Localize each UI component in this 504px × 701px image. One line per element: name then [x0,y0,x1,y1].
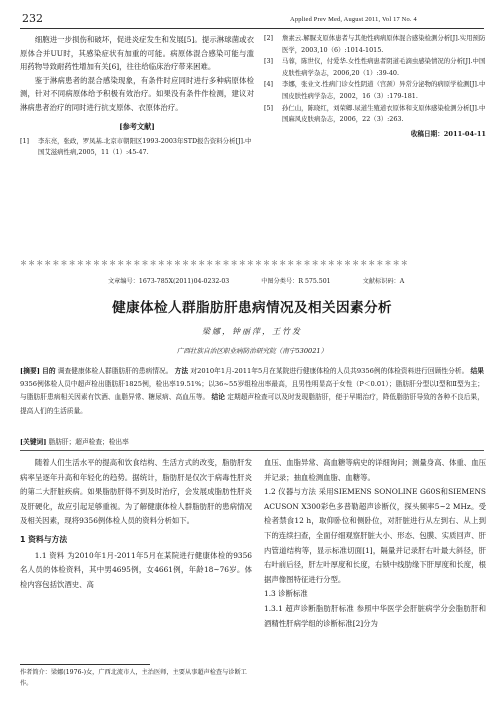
section-heading: 1 资料与方法 [20,534,68,544]
reference-number: [2] [264,34,274,42]
previous-article-left-column [20,33,254,158]
abstract-divider [20,450,484,451]
keywords [20,436,129,446]
reference-number: [5] [264,103,274,112]
body-right-column [264,456,486,631]
reference-text: 李东亮，张政，罗凤基.北京市朝阳区1993-2003年STD报告资料分析[J].中国艾滋病性病,2005，11（1）:45-47. [38,137,252,157]
abstract [20,365,484,418]
received-date: 收稿日期：2011-04-11 [410,129,486,138]
reference-item [20,136,254,158]
article-authors: 梁娜，钟丽萍，王竹发 [202,327,302,336]
subsection-1-3-heading: 1.3 诊断标准 [264,589,308,599]
reference-item [264,56,486,79]
abstract-section-label: 目的 [42,367,56,375]
footnote-rule [20,664,150,665]
document-code: 文献标识码：A [362,278,405,285]
author-affiliation: 广西壮族自治区职业病防治研究院（南宁530021） [176,347,328,355]
reference-text: 马蓉，陈世仪，付爱华.女性性病患者阴道毛滴虫感染情况的分析[J].中国皮肤性病学杂志，2006,20（1）:39-40. [282,57,486,77]
abstract-section-label: 结论 [211,393,225,402]
reference-number: [3] [264,57,274,66]
article-id: 文章编号：1673-785X(2011)04-0232-03 [108,278,230,285]
abstract-section-text: 9356例体检人员中超声检出脂肪肝1825例，检出率19.51%；以36~55岁组检出率最高，且男性明显高于女性（P＜0.01）；脂肪肝分型以I型和Ⅱ型为主；与脂肪肝患病相关因素有饮酒、血脂异常、糖尿病、高血压等。 [20,380,484,402]
intro-paragraph: 随着人们生活水平的提高和饮食结构、生活方式的改变，脂肪肝发病率呈逐年升高和年轻化的趋势。据统计，脂肪肝是仅次于病毒性肝炎的第二大肝脏疾病。如果脂肪肝得不到及时治疗，会发展成脂肪性肝炎及肝硬化，故应引起足够重视。为了解健康体检人群脂肪肝的患病情况及相关因素，现将9356例体检人员的资料分析如下。 [20,458,252,526]
body-left-column [20,456,252,592]
subsection-1-2: 1.2 仪器与方法 采用SIEMENS SONOLINE G60S和SIEMENS ACUSON X300彩色多普勒超声诊断仪，探头频率5~2 MHz。受检者禁食12 h，取仰卧位和侧卧位，对肝脏进行从左到右、从上到下的连续扫查，全面仔细观察肝脏大小、形态、包膜、实质回声、肝内管道结构等，显示标准切面[1]，隔量并记录肝右叶最大斜径，肝右叶前后径，肝左叶厚度和长度，右锁中线肋缘下肝厚度和长度，根据声像图特征进行分型。 [264,487,486,584]
reference-item [264,103,486,126]
reference-item [264,79,486,102]
continued-paragraph: 血压、血脂异常、高血糖等病史的详细询问；测量身高、体重、血压并记录；抽血检测血脂、血糖等。 [264,458,486,482]
subsection-1-1: 1.1 资料 为2010年1月-2011年5月在某院进行健康体检的9356名人员的体检资料，其中男4695例，女4661例，年龄18~76岁。体检内容包括饮酒史、高 [20,550,252,589]
page-number: 232 [22,12,43,25]
clc-number: 中图分类号：R 575.501 [261,278,331,285]
abstract-section-label: 方法 [174,367,189,375]
previous-article-right-column [264,33,486,140]
article-title: 健康体检人群脂肪肝患病情况及相关因素分析 [112,300,392,316]
article-separator: ＊＊＊＊＊＊＊＊＊＊＊＊＊＊＊＊＊＊＊＊＊＊＊＊＊＊＊＊＊＊＊＊＊＊＊＊＊＊＊＊＊＊＊＊＊＊＊＊ [20,259,409,267]
reference-item [264,33,486,56]
abstract-label: [摘要] [20,367,40,375]
keywords-label: [关键词] [20,438,47,446]
reference-number: [4] [264,80,274,89]
abstract-section-text: 对2010年1月-2011年5月在某院进行健康体检的人员共9356例的体检资料进行回顾性分析。 [190,367,469,375]
reference-text: 李娜，张业文.性病门诊女性阴道（宫颈）异常分泌物的病原学检测[J].中国皮肤性病学杂志，2002，16（3）:179-181. [282,80,486,100]
reference-number: [1] [20,137,30,146]
abstract-section-text: 调查健康体检人群脂肪肝的患病情况。 [57,367,173,375]
subsection-1-3-1: 1.3.1 超声诊断脂肪肝标准 参照中华医学会肝脏病学分会脂肪肝和酒精性肝病学组的诊断标准[2]分为 [264,603,486,628]
article-meta [20,276,484,285]
keywords-text: 脂肪肝；超声检查；检出率 [48,438,129,446]
reference-text: 孙仁山，陈晓红，刘荣卿.尿道生殖道衣原体和支原体感染检测分析[J].中国麻风皮肤病杂志，2006，22（3）:263. [282,103,486,124]
abstract-section-text: 定期超声检查可以及时发现脂肪肝，便于早期治疗，降低脂肪肝导致的各种不良后果，提高人们的生活质量。 [20,393,484,415]
abstract-section-label: 结果 [470,367,484,375]
journal-running-header: Applied Prev Med, August 2011, Vol 17 No. 4 [290,16,417,23]
references-heading: [参考文献] [119,121,155,131]
header-rule [20,28,484,29]
reference-text: 詹素云.解脲支原体患者与其他性病病原体混合感染检测分析[J].实用预防医学，2003,10（6）:1014-1015. [282,34,486,54]
prev-paragraph-1: 细胞进一步损伤和破坏，促进炎症发生和发展[5]。提示淋球菌或衣原体合并UU时，其感染症状有加重的可能。病原体混合感染可能与滥用药物导致耐药性增加有关[6]，往往给临床治疗带来困难。 [20,35,254,72]
prev-paragraph-2: 鉴于淋病患者的混合感染现象，有条件时应同时进行多种病原体检测，针对不同病原体给予积极有效治疗。如果没有条件作检测，建议对淋病患者治疗的同时进行抗支原体、衣原体治疗。 [20,75,254,112]
author-footnote: 作者简介：梁娜(1976-)女，广西北流市人，主治医师，主要从事超声检查与诊断工作。 [20,669,247,687]
